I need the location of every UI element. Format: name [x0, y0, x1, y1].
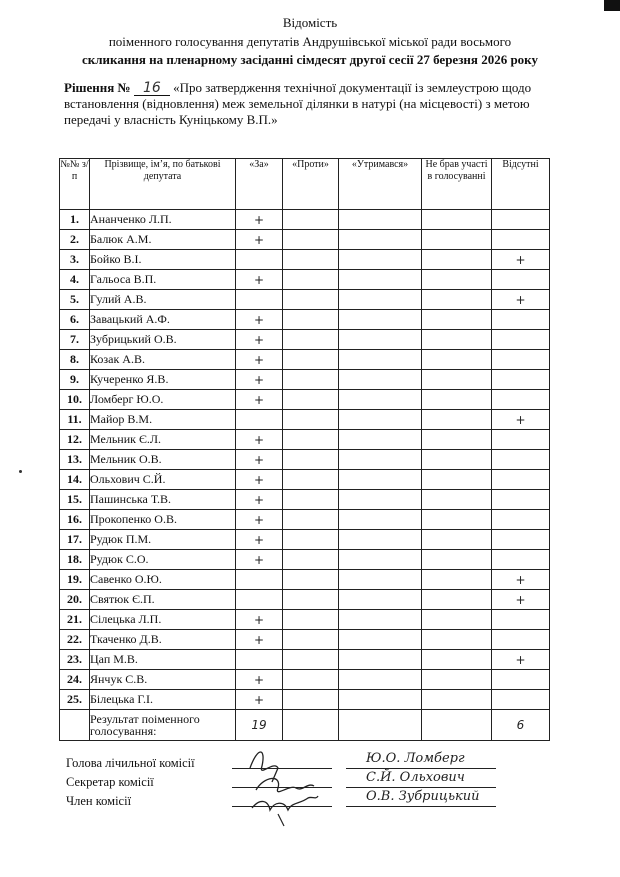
vote-ne-brav	[422, 670, 492, 690]
result-no	[60, 710, 90, 741]
result-vidsutni: 6	[492, 710, 550, 741]
row-number: 4.	[60, 270, 90, 290]
vote-utrymavsia	[339, 630, 422, 650]
row-number: 6.	[60, 310, 90, 330]
vote-proty	[283, 310, 339, 330]
vote-za: +	[236, 610, 283, 630]
table-row	[60, 410, 550, 430]
vote-ne-brav	[422, 390, 492, 410]
vote-vidsutni	[492, 270, 550, 290]
row-number: 23.	[60, 650, 90, 670]
deputy-name: Рудюк С.О.	[90, 550, 236, 570]
sign-name-secretary: С.Й. Ольхович	[366, 770, 465, 785]
row-number: 15.	[60, 490, 90, 510]
deputy-name: Майор В.М.	[90, 410, 236, 430]
vote-vidsutni: +	[492, 590, 550, 610]
vote-za	[236, 590, 283, 610]
decision-text: «Про затвердження технічної документації із землеустрою щодо встановлення (відновлення) меж земельної ділянки в натурі (на місцевості) з метою передачі у власність Куніцькому В.П.»	[64, 80, 532, 127]
table-row	[60, 370, 550, 390]
vote-vidsutni	[492, 690, 550, 710]
table-row	[60, 510, 550, 530]
vote-proty	[283, 430, 339, 450]
vote-vidsutni	[492, 450, 550, 470]
vote-ne-brav	[422, 310, 492, 330]
row-number: 11.	[60, 410, 90, 430]
vote-za	[236, 650, 283, 670]
vote-proty	[283, 330, 339, 350]
vote-proty	[283, 230, 339, 250]
row-number: 18.	[60, 550, 90, 570]
vote-za: +	[236, 490, 283, 510]
vote-utrymavsia	[339, 370, 422, 390]
vote-utrymavsia	[339, 590, 422, 610]
col-header-proty: «Проти»	[283, 159, 339, 210]
name-line-secretary	[346, 787, 496, 788]
vote-vidsutni	[492, 390, 550, 410]
session-date: сімдесят другої сесії 27 березня 2026 року	[296, 52, 538, 67]
doc-session	[0, 52, 620, 68]
vote-vidsutni	[492, 610, 550, 630]
vote-ne-brav	[422, 430, 492, 450]
table-row	[60, 530, 550, 550]
table-row	[60, 670, 550, 690]
vote-vidsutni	[492, 550, 550, 570]
vote-ne-brav	[422, 450, 492, 470]
row-number: 7.	[60, 330, 90, 350]
table-row	[60, 330, 550, 350]
row-number: 2.	[60, 230, 90, 250]
row-number: 9.	[60, 370, 90, 390]
table-row	[60, 290, 550, 310]
sign-role-chair: Голова лічильної комісії	[66, 756, 195, 770]
vote-utrymavsia	[339, 330, 422, 350]
vote-ne-brav	[422, 270, 492, 290]
vote-proty	[283, 290, 339, 310]
vote-utrymavsia	[339, 690, 422, 710]
vote-utrymavsia	[339, 650, 422, 670]
vote-za: +	[236, 370, 283, 390]
name-line-chair	[346, 768, 496, 769]
vote-vidsutni	[492, 330, 550, 350]
vote-ne-brav	[422, 210, 492, 230]
vote-vidsutni: +	[492, 570, 550, 590]
deputy-name: Ананченко Л.П.	[90, 210, 236, 230]
deputy-name: Мельник Є.Л.	[90, 430, 236, 450]
vote-utrymavsia	[339, 450, 422, 470]
vote-ne-brav	[422, 410, 492, 430]
deputy-name: Козак А.В.	[90, 350, 236, 370]
vote-utrymavsia	[339, 310, 422, 330]
col-header-vidsutni: Відсутні	[492, 159, 550, 210]
deputy-name: Білецька Г.І.	[90, 690, 236, 710]
row-number: 10.	[60, 390, 90, 410]
row-number: 13.	[60, 450, 90, 470]
vote-vidsutni	[492, 230, 550, 250]
deputy-name: Ольхович С.Й.	[90, 470, 236, 490]
vote-za	[236, 290, 283, 310]
vote-ne-brav	[422, 530, 492, 550]
vote-utrymavsia	[339, 290, 422, 310]
result-za: 19	[236, 710, 283, 741]
col-header-za: «За»	[236, 159, 283, 210]
vote-za: +	[236, 530, 283, 550]
vote-utrymavsia	[339, 210, 422, 230]
name-line-member	[346, 806, 496, 807]
vote-ne-brav	[422, 690, 492, 710]
vote-vidsutni	[492, 510, 550, 530]
table-row	[60, 350, 550, 370]
vote-ne-brav	[422, 630, 492, 650]
deputy-name: Цап М.В.	[90, 650, 236, 670]
vote-vidsutni	[492, 630, 550, 650]
vote-za: +	[236, 230, 283, 250]
vote-vidsutni	[492, 350, 550, 370]
vote-ne-brav	[422, 510, 492, 530]
row-number: 25.	[60, 690, 90, 710]
result-ne-brav	[422, 710, 492, 741]
scan-corner-mark	[604, 0, 620, 11]
row-number: 3.	[60, 250, 90, 270]
vote-proty	[283, 490, 339, 510]
vote-utrymavsia	[339, 430, 422, 450]
vote-za: +	[236, 450, 283, 470]
table-row	[60, 390, 550, 410]
vote-vidsutni: +	[492, 290, 550, 310]
deputy-name: Бойко В.І.	[90, 250, 236, 270]
vote-proty	[283, 390, 339, 410]
table-row	[60, 270, 550, 290]
row-number: 1.	[60, 210, 90, 230]
vote-vidsutni	[492, 310, 550, 330]
table-row	[60, 230, 550, 250]
decision-number: 16	[134, 81, 170, 96]
vote-za	[236, 250, 283, 270]
table-row	[60, 430, 550, 450]
vote-utrymavsia	[339, 510, 422, 530]
deputy-name: Балюк А.М.	[90, 230, 236, 250]
vote-proty	[283, 530, 339, 550]
vote-za: +	[236, 390, 283, 410]
vote-ne-brav	[422, 350, 492, 370]
deputy-name: Сілецька Л.П.	[90, 610, 236, 630]
vote-utrymavsia	[339, 490, 422, 510]
vote-vidsutni: +	[492, 650, 550, 670]
vote-proty	[283, 350, 339, 370]
vote-za	[236, 570, 283, 590]
row-number: 14.	[60, 470, 90, 490]
sign-role-member: Член комісії	[66, 794, 132, 808]
decision-label: Рішення №	[64, 80, 131, 95]
vote-utrymavsia	[339, 270, 422, 290]
deputy-name: Ломберг Ю.О.	[90, 390, 236, 410]
vote-proty	[283, 470, 339, 490]
vote-utrymavsia	[339, 470, 422, 490]
deputy-name: Рудюк П.М.	[90, 530, 236, 550]
deputy-name: Гулий А.В.	[90, 290, 236, 310]
vote-vidsutni: +	[492, 250, 550, 270]
table-row	[60, 650, 550, 670]
table-row	[60, 630, 550, 650]
vote-vidsutni	[492, 470, 550, 490]
row-number: 22.	[60, 630, 90, 650]
vote-proty	[283, 590, 339, 610]
session-prefix: скликання на пленарному засіданні	[82, 52, 297, 67]
sign-role-secretary: Секретар комісії	[66, 775, 154, 789]
vote-proty	[283, 670, 339, 690]
table-row	[60, 490, 550, 510]
row-number: 17.	[60, 530, 90, 550]
row-number: 24.	[60, 670, 90, 690]
table-row	[60, 570, 550, 590]
vote-za: +	[236, 550, 283, 570]
table-row	[60, 590, 550, 610]
col-header-ne-brav: Не брав участі в голосуванні	[422, 159, 492, 210]
vote-utrymavsia	[339, 230, 422, 250]
deputy-name: Святюк Є.П.	[90, 590, 236, 610]
col-header-no: №№ з/п	[60, 159, 90, 210]
vote-proty	[283, 250, 339, 270]
vote-proty	[283, 650, 339, 670]
scan-dot	[19, 470, 22, 473]
vote-table	[59, 158, 550, 741]
table-row	[60, 310, 550, 330]
vote-ne-brav	[422, 470, 492, 490]
vote-vidsutni	[492, 490, 550, 510]
row-number: 8.	[60, 350, 90, 370]
vote-utrymavsia	[339, 530, 422, 550]
result-proty	[283, 710, 339, 741]
vote-za: +	[236, 330, 283, 350]
vote-proty	[283, 410, 339, 430]
result-utrymavsia	[339, 710, 422, 741]
vote-proty	[283, 610, 339, 630]
vote-utrymavsia	[339, 410, 422, 430]
vote-utrymavsia	[339, 550, 422, 570]
vote-proty	[283, 630, 339, 650]
vote-rows	[60, 210, 550, 710]
vote-za: +	[236, 310, 283, 330]
vote-ne-brav	[422, 570, 492, 590]
row-number: 5.	[60, 290, 90, 310]
vote-utrymavsia	[339, 350, 422, 370]
vote-ne-brav	[422, 370, 492, 390]
vote-proty	[283, 450, 339, 470]
vote-proty	[283, 550, 339, 570]
deputy-name: Кучеренко Я.В.	[90, 370, 236, 390]
vote-proty	[283, 570, 339, 590]
vote-za: +	[236, 350, 283, 370]
table-row	[60, 550, 550, 570]
deputy-name: Пашинська Т.В.	[90, 490, 236, 510]
vote-ne-brav	[422, 330, 492, 350]
deputy-name: Савенко О.Ю.	[90, 570, 236, 590]
table-row	[60, 610, 550, 630]
sign-name-member: О.В. Зубрицький	[366, 789, 480, 804]
vote-utrymavsia	[339, 250, 422, 270]
row-number: 12.	[60, 430, 90, 450]
table-row	[60, 470, 550, 490]
vote-vidsutni: +	[492, 410, 550, 430]
vote-vidsutni	[492, 370, 550, 390]
vote-za: +	[236, 630, 283, 650]
deputy-name: Зубрицький О.В.	[90, 330, 236, 350]
vote-utrymavsia	[339, 570, 422, 590]
vote-za: +	[236, 510, 283, 530]
vote-proty	[283, 690, 339, 710]
doc-title: Відомість	[282, 15, 338, 30]
deputy-name: Мельник О.В.	[90, 450, 236, 470]
vote-proty	[283, 370, 339, 390]
deputy-name: Прокопенко О.В.	[90, 510, 236, 530]
deputy-name: Гальоса В.П.	[90, 270, 236, 290]
table-row	[60, 250, 550, 270]
vote-vidsutni	[492, 670, 550, 690]
vote-utrymavsia	[339, 610, 422, 630]
vote-ne-brav	[422, 550, 492, 570]
row-number: 21.	[60, 610, 90, 630]
vote-za: +	[236, 210, 283, 230]
handwritten-signatures	[238, 738, 328, 828]
vote-utrymavsia	[339, 390, 422, 410]
result-row	[60, 710, 550, 741]
vote-za: +	[236, 270, 283, 290]
col-header-utrymavsia: «Утримався»	[339, 159, 422, 210]
vote-proty	[283, 510, 339, 530]
decision-block	[64, 80, 574, 128]
vote-ne-brav	[422, 590, 492, 610]
vote-ne-brav	[422, 650, 492, 670]
col-header-name: Прізвище, ім’я, по батькові депутата	[90, 159, 236, 210]
vote-za: +	[236, 670, 283, 690]
vote-ne-brav	[422, 490, 492, 510]
table-row	[60, 210, 550, 230]
vote-za: +	[236, 690, 283, 710]
vote-ne-brav	[422, 250, 492, 270]
table-row	[60, 690, 550, 710]
table-row	[60, 450, 550, 470]
row-number: 20.	[60, 590, 90, 610]
vote-ne-brav	[422, 290, 492, 310]
deputy-name: Янчук С.В.	[90, 670, 236, 690]
vote-proty	[283, 270, 339, 290]
row-number: 16.	[60, 510, 90, 530]
vote-za: +	[236, 470, 283, 490]
vote-za	[236, 410, 283, 430]
deputy-name: Завацький А.Ф.	[90, 310, 236, 330]
vote-ne-brav	[422, 230, 492, 250]
vote-vidsutni	[492, 530, 550, 550]
vote-proty	[283, 210, 339, 230]
sign-name-chair: Ю.О. Ломберг	[366, 751, 465, 766]
vote-ne-brav	[422, 610, 492, 630]
doc-subtitle: поіменного голосування депутатів Андрушівської міської ради восьмого	[108, 34, 512, 49]
row-number: 19.	[60, 570, 90, 590]
vote-vidsutni	[492, 430, 550, 450]
result-label: Результат поіменного голосування:	[90, 710, 236, 741]
vote-vidsutni	[492, 210, 550, 230]
vote-za: +	[236, 430, 283, 450]
vote-utrymavsia	[339, 670, 422, 690]
deputy-name: Ткаченко Д.В.	[90, 630, 236, 650]
